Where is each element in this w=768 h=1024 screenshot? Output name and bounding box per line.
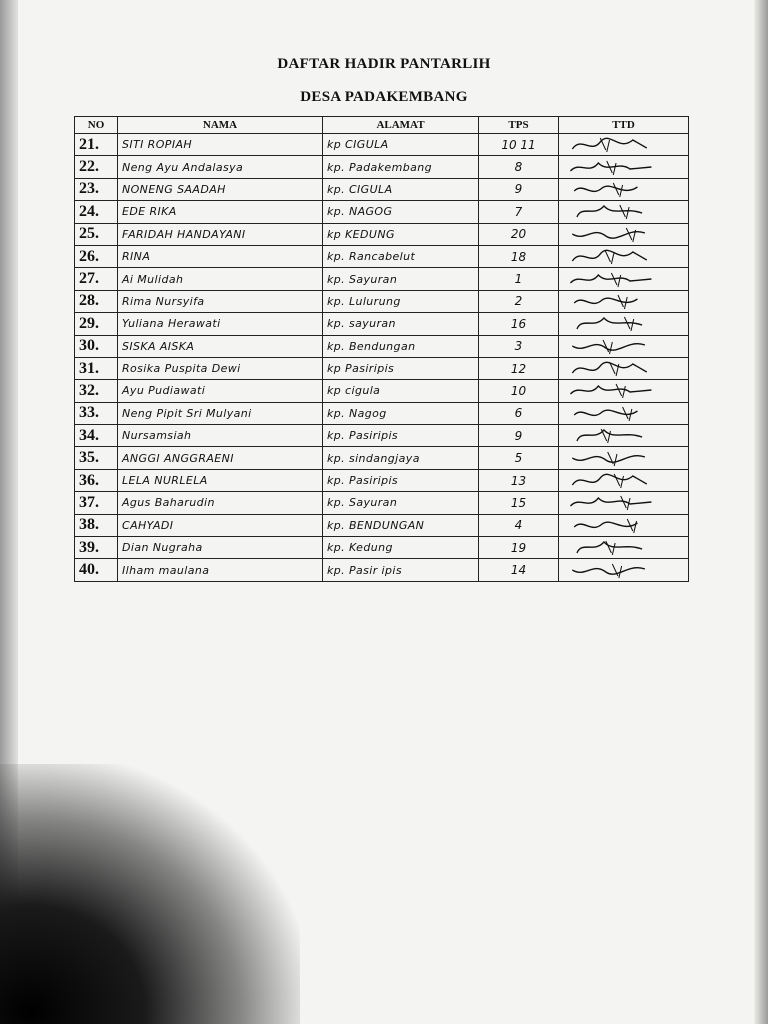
row-signature [559,223,689,245]
row-signature [559,313,689,335]
row-signature [559,380,689,402]
table-row [75,514,689,536]
row-nama: Nursamsiah [118,425,323,447]
row-number: 23. [75,178,118,200]
row-nama: Ayu Pudiawati [118,380,323,402]
row-nama: Ai Mulidah [118,268,323,290]
row-alamat: kp. Padakembang [323,156,479,178]
header-ttd: TTD [559,117,689,134]
page-edge-shadow-right [754,0,768,1024]
row-tps: 7 [479,201,559,223]
row-signature [559,268,689,290]
signature-scribble [563,269,684,290]
document-title: DAFTAR HADIR PANTARLIH [277,56,491,72]
table-row [75,245,689,267]
table-row [75,290,689,312]
row-tps: 10 [479,380,559,402]
row-number: 28. [75,290,118,312]
row-signature [559,559,689,581]
row-alamat: kp Pasiripis [323,357,479,379]
row-signature [559,290,689,312]
signature-scribble [563,201,684,222]
document-subtitle: DESA PADAKEMBANG [300,89,468,105]
header-alamat: ALAMAT [323,117,479,134]
header-nama: NAMA [118,117,323,134]
row-alamat: kp. Bendungan [323,335,479,357]
row-tps: 18 [479,245,559,267]
signature-scribble [563,313,684,334]
row-alamat: kp. Lulurung [323,290,479,312]
row-signature [559,357,689,379]
header-tps: TPS [479,117,559,134]
table-row [75,537,689,559]
row-signature [559,537,689,559]
row-nama: NONENG SAADAH [118,178,323,200]
row-nama: Yuliana Herawati [118,313,323,335]
table-row [75,313,689,335]
row-tps: 16 [479,313,559,335]
table-row [75,447,689,469]
table-row [75,178,689,200]
table-row [75,335,689,357]
row-number: 24. [75,201,118,223]
row-signature [559,245,689,267]
row-tps: 5 [479,447,559,469]
row-signature [559,492,689,514]
row-nama: Rosika Puspita Dewi [118,357,323,379]
row-nama: FARIDAH HANDAYANI [118,223,323,245]
row-nama: Rima Nursyifa [118,290,323,312]
signature-scribble [563,560,684,581]
header-no: NO [75,117,118,134]
row-nama: Neng Pipit Sri Mulyani [118,402,323,424]
table-row [75,469,689,491]
row-signature [559,469,689,491]
row-alamat: kp. sindangjaya [323,447,479,469]
row-number: 22. [75,156,118,178]
row-alamat: kp CIGULA [323,134,479,156]
signature-scribble [563,157,684,178]
row-alamat: kp. Pasir ipis [323,559,479,581]
row-alamat: kp. Kedung [323,537,479,559]
row-signature [559,447,689,469]
table-row [75,201,689,223]
row-nama: EDE RIKA [118,201,323,223]
row-alamat: kp. Pasiripis [323,425,479,447]
row-alamat: kp. Sayuran [323,492,479,514]
row-number: 32. [75,380,118,402]
table-row [75,425,689,447]
row-alamat: kp. BENDUNGAN [323,514,479,536]
row-nama: CAHYADI [118,514,323,536]
row-tps: 4 [479,514,559,536]
row-number: 33. [75,402,118,424]
row-nama: Agus Baharudin [118,492,323,514]
row-alamat: kp cigula [323,380,479,402]
row-alamat: kp. CIGULA [323,178,479,200]
signature-scribble [563,425,684,446]
row-number: 27. [75,268,118,290]
row-number: 26. [75,245,118,267]
row-nama: Neng Ayu Andalasya [118,156,323,178]
row-tps: 1 [479,268,559,290]
row-number: 35. [75,447,118,469]
row-alamat: kp. NAGOG [323,201,479,223]
row-number: 30. [75,335,118,357]
signature-scribble [563,515,684,536]
signature-scribble [563,358,684,379]
row-alamat: kp. Sayuran [323,268,479,290]
row-number: 21. [75,134,118,156]
row-nama: SITI ROPIAH [118,134,323,156]
row-signature [559,201,689,223]
row-number: 40. [75,559,118,581]
row-tps: 3 [479,335,559,357]
row-signature [559,335,689,357]
row-tps: 14 [479,559,559,581]
table-row [75,268,689,290]
table-row [75,134,689,156]
row-nama: Ilham maulana [118,559,323,581]
row-tps: 19 [479,537,559,559]
row-tps: 2 [479,290,559,312]
table-row [75,492,689,514]
row-tps: 9 [479,425,559,447]
table-row [75,223,689,245]
row-number: 37. [75,492,118,514]
signature-scribble [563,246,684,267]
attendance-table [74,116,689,582]
row-number: 25. [75,223,118,245]
row-nama: LELA NURLELA [118,469,323,491]
row-number: 34. [75,425,118,447]
signature-scribble [563,291,684,312]
scan-corner-shadow [0,764,300,1024]
table-row [75,380,689,402]
row-number: 31. [75,357,118,379]
signature-scribble [563,448,684,469]
row-number: 39. [75,537,118,559]
signature-scribble [563,336,684,357]
row-tps: 10 11 [479,134,559,156]
signature-scribble [563,537,684,558]
row-alamat: kp. Nagog [323,402,479,424]
row-alamat: kp KEDUNG [323,223,479,245]
row-tps: 15 [479,492,559,514]
row-signature [559,425,689,447]
signature-scribble [563,403,684,424]
signature-scribble [563,380,684,401]
table-row [75,402,689,424]
row-signature [559,514,689,536]
row-tps: 6 [479,402,559,424]
row-nama: Dian Nugraha [118,537,323,559]
table-header-row [75,117,689,134]
table-row [75,156,689,178]
signature-scribble [563,224,684,245]
row-signature [559,134,689,156]
row-number: 38. [75,514,118,536]
row-tps: 13 [479,469,559,491]
signature-scribble [563,470,684,491]
row-tps: 9 [479,178,559,200]
row-nama: RINA [118,245,323,267]
row-signature [559,402,689,424]
signature-scribble [563,134,684,155]
row-tps: 12 [479,357,559,379]
signature-scribble [563,179,684,200]
signature-scribble [563,492,684,513]
table-row [75,559,689,581]
row-number: 36. [75,469,118,491]
row-alamat: kp. Pasiripis [323,469,479,491]
row-tps: 20 [479,223,559,245]
row-nama: SISKA AISKA [118,335,323,357]
row-alamat: kp. sayuran [323,313,479,335]
row-signature [559,178,689,200]
row-alamat: kp. Rancabelut [323,245,479,267]
row-tps: 8 [479,156,559,178]
row-number: 29. [75,313,118,335]
table-row [75,357,689,379]
row-nama: ANGGI ANGGRAENI [118,447,323,469]
row-signature [559,156,689,178]
